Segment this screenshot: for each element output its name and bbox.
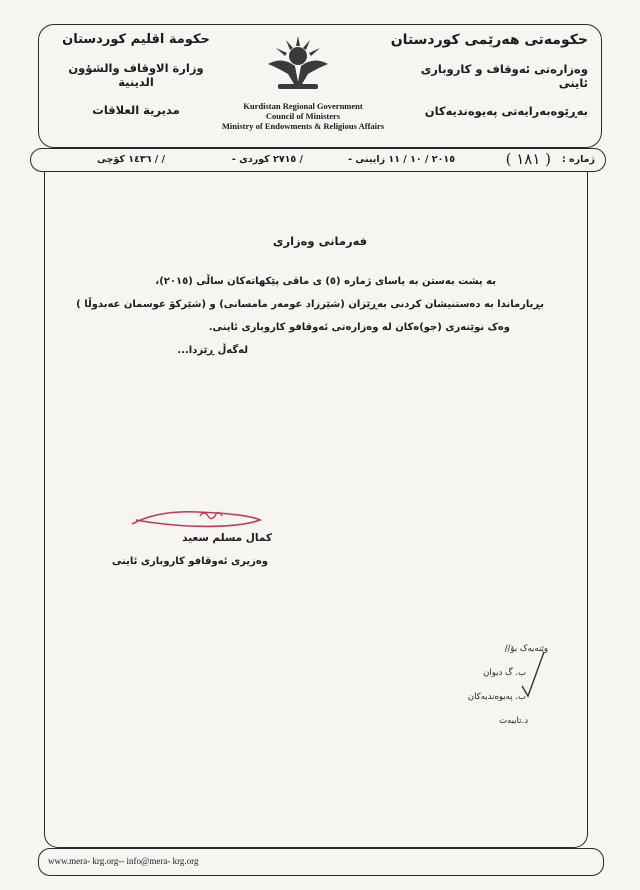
document-title: فەرمانی وەزاری [272, 234, 368, 248]
kurdish-date: / ٢٧١٥ کوردی - [231, 154, 303, 165]
arabic-government-name: حكومة اقليم كوردستان [62, 32, 210, 47]
number-value: ( ١٨١ ) [505, 150, 551, 168]
paragraph-line-2: بڕیارماندا بە دەستنیشان کردنی بەڕێزان (شێرزاد عومەر مامسانی) و (شێرکۆ عوسمان عەبدوڵا ) [76, 299, 544, 310]
cc-item-private: د.تایبەت [499, 716, 528, 726]
letterhead-kurdish [388, 32, 588, 118]
signatory-name: کمال مسلم سعید [182, 532, 272, 544]
kurdish-ministry-name: وەزارەتی ئەوقاف و کاروباری ئاینی [420, 62, 588, 90]
arabic-ministry-name: وزارة الاوقاف والشؤون الدينية [68, 61, 204, 89]
arabic-directorate-name: مديرية العلاقات [92, 103, 180, 117]
cc-item-relations: ب. پەیوەندیەکان [467, 692, 526, 702]
signatory-title: وەزیری ئەوقافو کاروباری ئاینی [111, 556, 268, 567]
number-label: ژمارە : [561, 154, 595, 165]
letterhead-english [196, 101, 410, 131]
gregorian-date: ٢٠١٥ / ١٠ / ١١ زایینی - [348, 154, 455, 165]
hijri-date: / / ١٤٣٦ کۆچی [96, 154, 165, 165]
cc-header: وێنەیەک بۆ// [504, 644, 548, 654]
krg-emblem-icon [262, 34, 334, 94]
closing-line: لەگەڵ ڕێزدا... [177, 345, 248, 356]
english-ministry-name: Ministry of Endowments & Religious Affairs [221, 121, 385, 131]
paragraph-line-1: بە پشت بەستن بە یاسای ژمارە (٥) ی ماقی پێکهاتەکان ساڵی (٢٠١٥)، [155, 276, 496, 287]
handwritten-signature-icon [128, 502, 268, 532]
english-government-name: Kurdistan Regional Government [243, 101, 363, 111]
paragraph-line-3: وەک نوێنەری (جو)ەکان لە وەزارەتی ئەوقافو کاروباری ئاینی. [208, 322, 510, 333]
kurdish-directorate-name: بەڕێوەبەرایەتی پەیوەندیەکان [424, 104, 588, 118]
reference-bar [30, 148, 606, 172]
document-body-frame [44, 172, 588, 848]
letterhead-arabic [56, 32, 216, 117]
cc-item-diwan: ب. گ دیوان [483, 668, 526, 678]
english-council-name: Council of Ministers [265, 111, 341, 121]
kurdish-government-name: حکومەتی هەرێمی کوردستان [390, 32, 588, 48]
checkmark-icon [518, 648, 548, 698]
footer-contact: www.mera- krg.org-- info@mera- krg.org [48, 856, 199, 866]
